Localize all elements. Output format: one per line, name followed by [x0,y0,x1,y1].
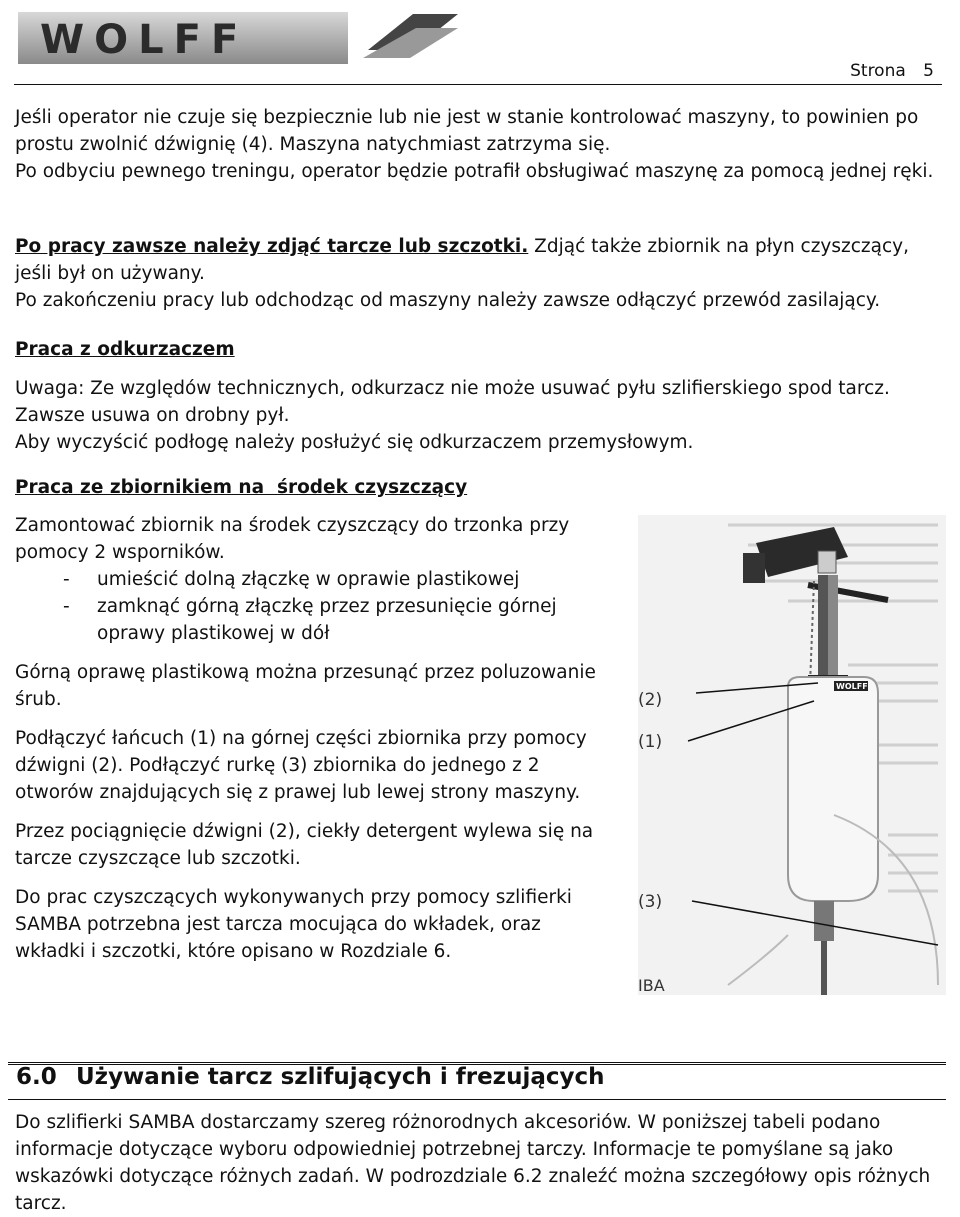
section-body [15,1109,945,1217]
after-work-paragraph [15,233,935,287]
section-number: 6.0 [16,1064,57,1090]
section-heading [16,1064,604,1090]
tank-heading-text: Praca ze zbiornikiem na środek czyszczący [15,477,468,498]
tank-steps-list [15,566,615,647]
vacuum-line-1: Uwaga: Ze względów technicznych, odkurzacz nie może usuwać pyłu szlifierskiego spod tarcz. [15,378,890,399]
page-number: Strona 5 [850,61,934,81]
after-work-rest: Zdjąć także zbiornik na płyn czyszczący, jeśli był on używany. [15,236,909,284]
after-work-warning: Po pracy zawsze należy zdjąć tarcze lub szczotki. [15,236,529,257]
tank-block [15,512,615,965]
tank-paragraph-2: Górną oprawę plastikową można przesunąć przez poluzowanie śrub. [15,662,596,710]
callout-2: (2) [638,690,663,710]
list-item: - zamknąć górną złączkę przez przesunięcie górnej oprawy plastikowej w dół [63,596,557,644]
intro-paragraph-2: Po odbyciu pewnego treningu, operator będzie potrafił obsługiwać maszynę za pomocą jednej ręki. [15,161,934,182]
logo-text: WOLFF [40,17,249,63]
wolff-logo [18,6,458,70]
vacuum-line-2: Zawsze usuwa on drobny pył. [15,405,290,426]
callout-3: (3) [638,892,663,912]
callout-1: (1) [638,732,663,752]
intro-block [15,104,935,185]
vacuum-block [15,375,945,456]
disconnect-paragraph: Po zakończeniu pracy lub odchodząc od maszyny należy zawsze odłączyć przewód zasilający. [15,290,881,311]
section-title: Używanie tarcz szlifujących i frezujących [76,1064,605,1090]
vacuum-heading-text: Praca z odkurzaczem [15,339,235,360]
photo-corner-text: IBA [638,976,665,995]
section-body-text: Do szlifierki SAMBA dostarczamy szereg różnorodnych akcesoriów. W poniższej tabeli podano informacje dotyczące wyboru odpowiedniej potrzebnej tarczy. Informacje te pomyślane są jako wskazówki dotyczące różnych zadań. W podrozdziale 6.2 znaleźć można szczegółowy opis różnych tarcz. [15,1112,931,1214]
tank-paragraph-1: Zamontować zbiornik na środek czyszczący do trzonka przy pomocy 2 wsporników. [15,515,570,563]
vacuum-line-3: Aby wyczyścić podłogę należy posłużyć się odkurzaczem przemysłowym. [15,432,694,453]
tank-heading [15,474,935,501]
after-work-block [15,233,935,314]
tank-paragraph-5: Do prac czyszczących wykonywanych przy pomocy szlifierki SAMBA potrzebna jest tarcza mocująca do wkładek, oraz wkładki i szczotki, które opisano w Rozdziale 6. [15,887,572,962]
header-divider [14,84,942,85]
intro-paragraph-1: Jeśli operator nie czuje się bezpiecznie lub nie jest w stanie kontrolować maszyny, to powinien po prostu zwolnić dźwignię (4). Maszyna natychmiast zatrzyma się. [15,107,919,155]
vacuum-heading [15,336,935,363]
machine-photo [638,515,946,995]
tank-paragraph-3: Podłączyć łańcuch (1) na górnej części zbiornika przy pomocy dźwigni (2). Podłączyć rurkę (3) zbiornika do jednego z 2 otworów znajdujących się z prawej lub lewej strony maszyny. [15,728,587,803]
list-item: - umieścić dolną złączkę w oprawie plastikowej [63,569,520,590]
tank-paragraph-4: Przez pociągnięcie dźwigni (2), ciekły detergent wylewa się na tarcze czyszczące lub szczotki. [15,821,594,869]
tank-logo: WOLFF [836,682,868,691]
